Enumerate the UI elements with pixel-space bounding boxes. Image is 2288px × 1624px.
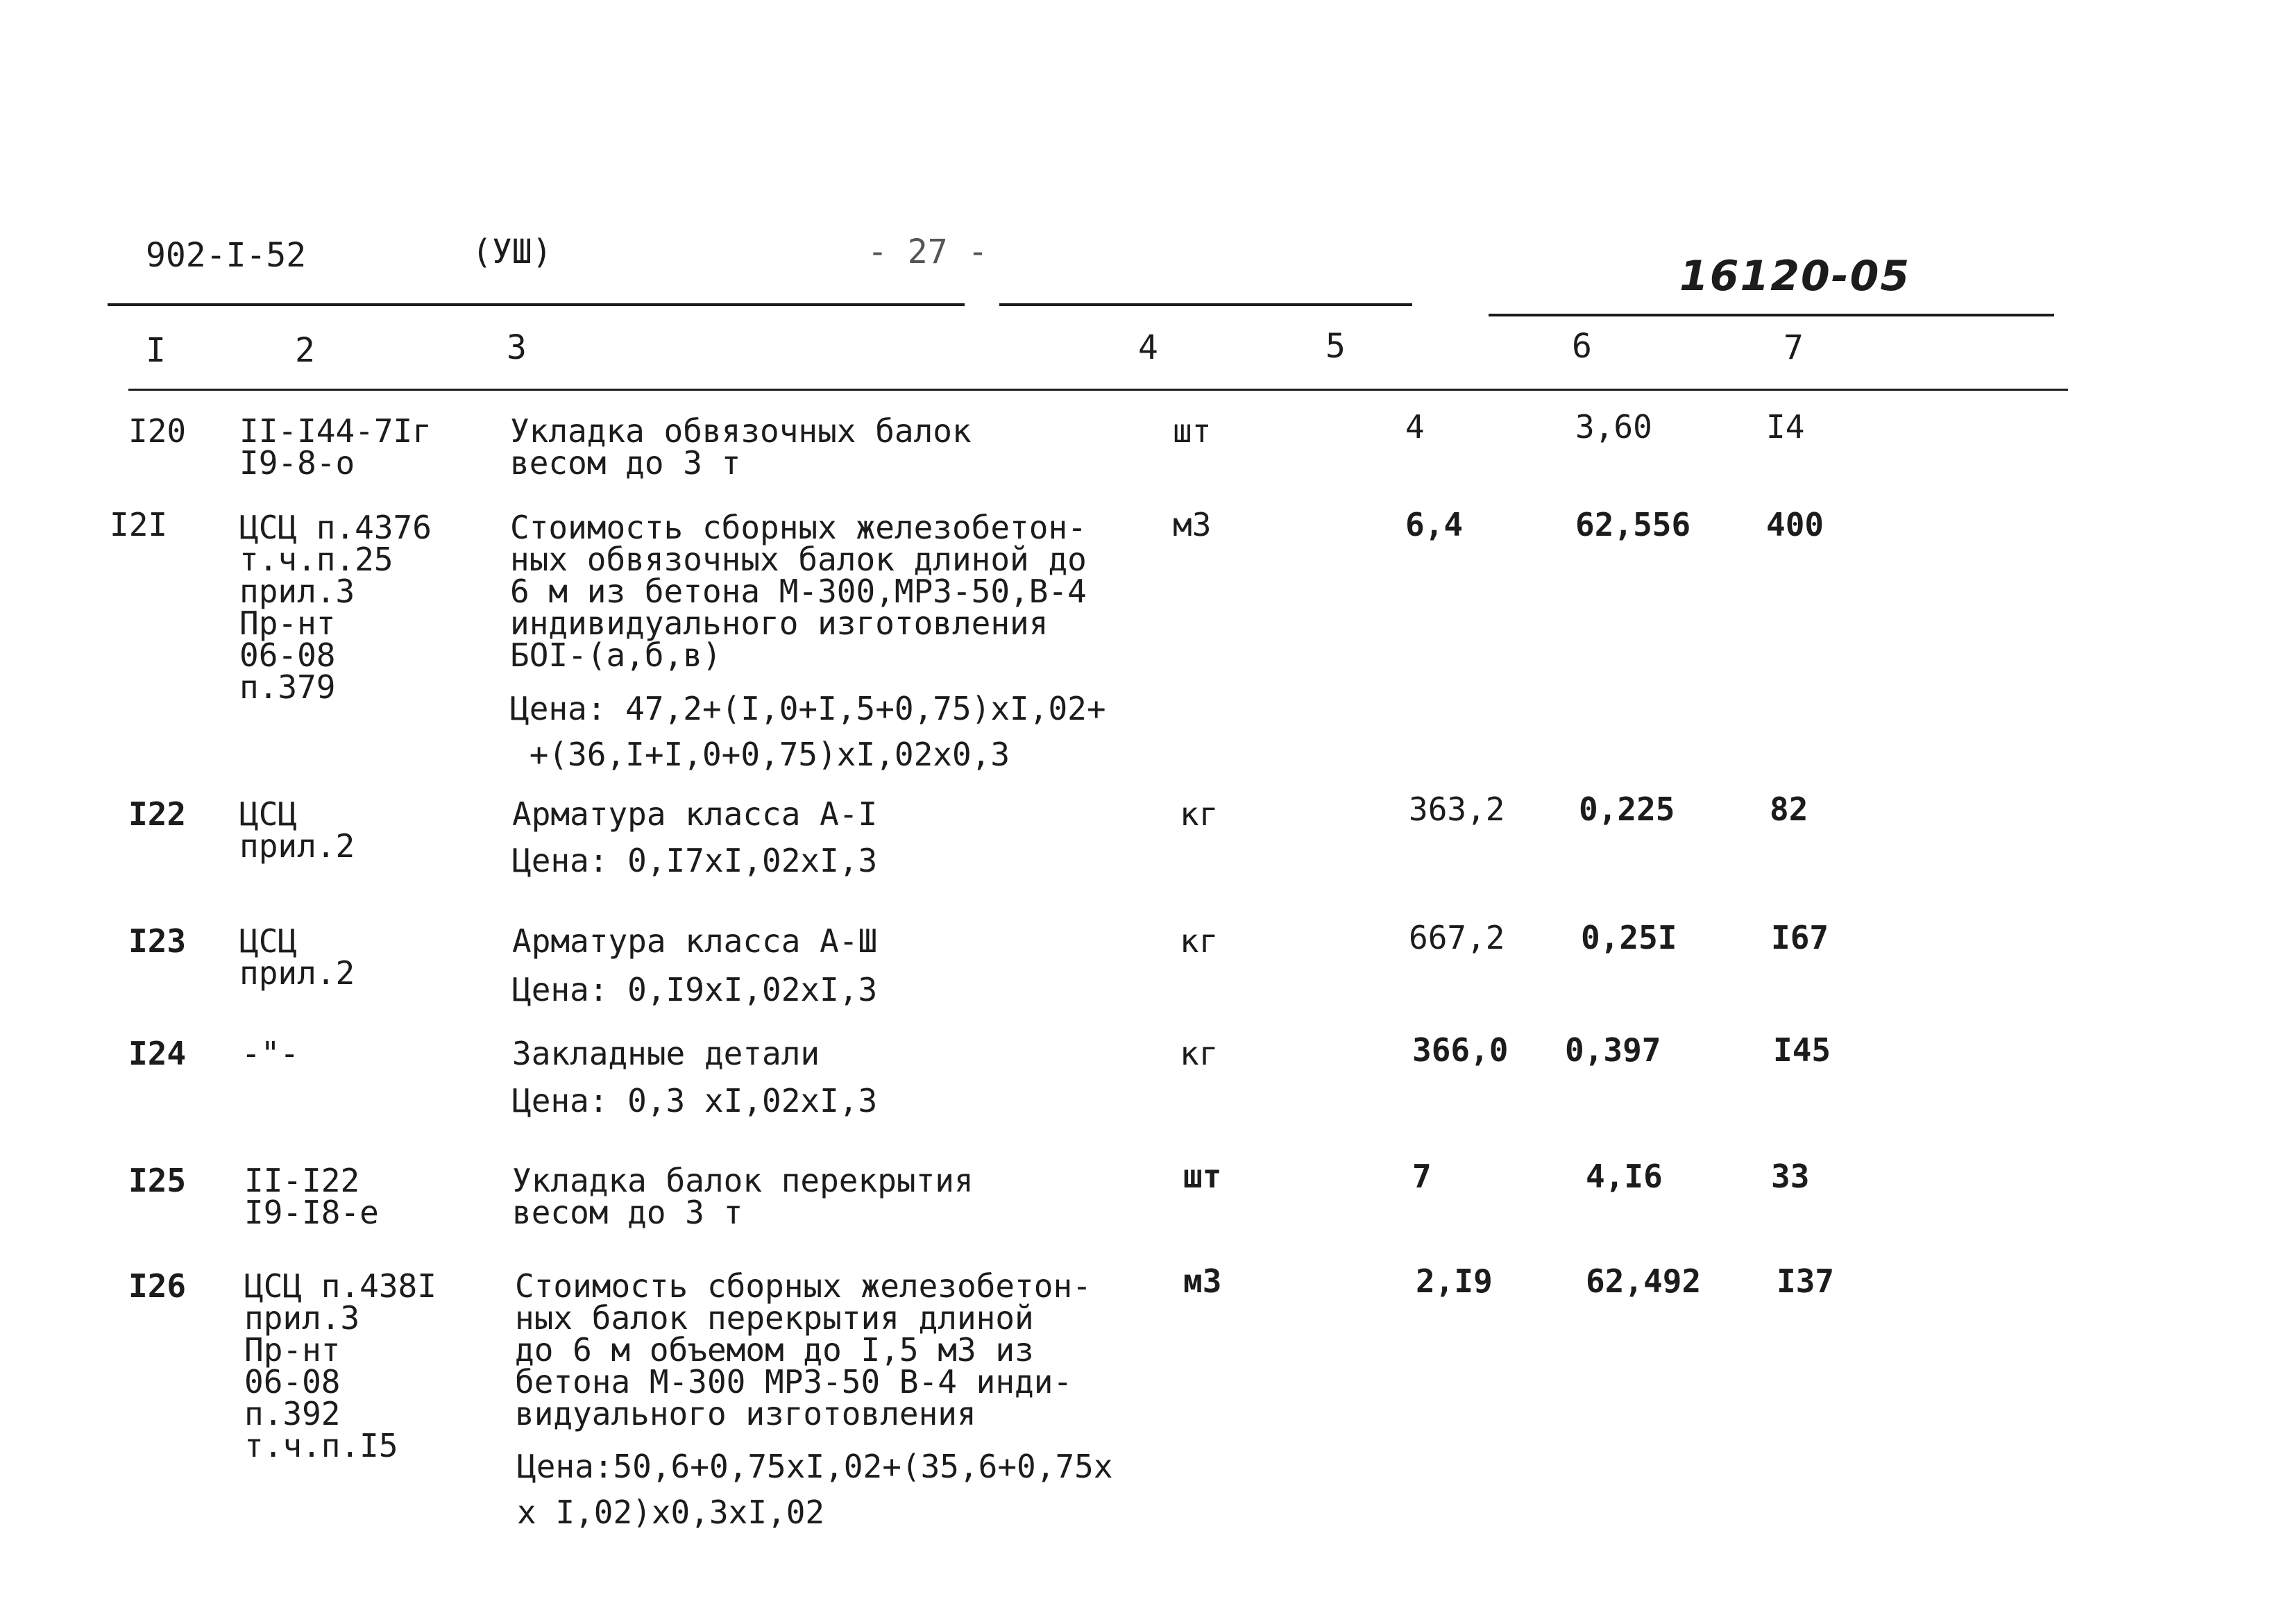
unit-cost: 0,225 [1579, 790, 1675, 828]
work-description: Арматура класса А-I [512, 795, 878, 833]
work-description: Укладка балок перекрытия весом до 3 т [512, 1162, 974, 1231]
quantity: 6,4 [1405, 506, 1464, 543]
row-number: I26 [128, 1267, 187, 1305]
work-description: Стоимость сборных железобетон- ных балок перекрытия длиной до 6 м объемом до I,5 м3 из бетона М-300 МРЗ-50 В-4 инди- видуального изготовления [515, 1267, 1092, 1432]
unit-of-measure: кг [1180, 1035, 1219, 1072]
header-rule-left [108, 303, 965, 306]
row-number: I20 [128, 412, 187, 450]
page-number: - 27 - [867, 232, 988, 271]
column-header-7: 7 [1783, 328, 1804, 367]
price-formula: Цена: 47,2+(I,0+I,5+0,75)хI,02+ +(36,I+I,0+0,75)хI,02х0,3 [510, 690, 1106, 773]
norm-reference: II-I44-7Iг I9-8-о [239, 412, 432, 482]
header-rule-right [1489, 314, 2054, 316]
total-cost: 33 [1771, 1158, 1810, 1195]
archive-stamp-number: 16120-05 [1679, 252, 1911, 301]
unit-of-measure: кг [1180, 795, 1219, 833]
work-description: Укладка обвязочных балок весом до 3 т [510, 412, 972, 482]
quantity: 2,I9 [1416, 1262, 1493, 1300]
column-header-2: 2 [295, 331, 315, 370]
total-cost: I37 [1777, 1262, 1835, 1300]
price-formula: Цена: 0,3 хI,02хI,3 [512, 1082, 878, 1119]
total-cost: 82 [1770, 790, 1808, 828]
quantity: 363,2 [1409, 790, 1505, 828]
work-description: Арматура класса А-Ш [512, 922, 878, 960]
quantity: 7 [1412, 1158, 1432, 1195]
column-header-1: I [146, 331, 166, 370]
unit-cost: 62,492 [1586, 1262, 1702, 1300]
header-rule-middle [999, 303, 1412, 306]
row-number: I24 [128, 1035, 187, 1072]
unit-of-measure: шт [1173, 412, 1212, 450]
document-code: 902-I-52 [146, 236, 307, 275]
unit-cost: 0,397 [1565, 1031, 1661, 1069]
quantity: 4 [1405, 408, 1425, 446]
column-header-3: 3 [507, 328, 527, 367]
work-description: Закладные детали [512, 1035, 820, 1072]
norm-reference: ЦСЦ прил.2 [239, 922, 355, 992]
unit-of-measure: м3 [1183, 1262, 1222, 1300]
unit-cost: 0,25I [1581, 919, 1677, 956]
column-header-6: 6 [1572, 327, 1592, 366]
section-label: (УШ) [472, 232, 552, 271]
unit-cost: 3,60 [1575, 408, 1652, 446]
price-formula: Цена:50,6+0,75хI,02+(35,6+0,75х х I,02)х0,3хI,02 [517, 1448, 1113, 1531]
quantity: 366,0 [1412, 1031, 1509, 1069]
total-cost: I4 [1766, 408, 1805, 446]
column-header-rule [128, 389, 2068, 391]
row-number: I23 [128, 922, 187, 960]
price-formula: Цена: 0,I9хI,02хI,3 [512, 971, 878, 1008]
quantity: 667,2 [1409, 919, 1505, 956]
unit-of-measure: шт [1183, 1158, 1222, 1195]
unit-cost: 62,556 [1575, 506, 1691, 543]
norm-reference: -"- [241, 1035, 300, 1072]
row-number: I22 [128, 795, 187, 833]
column-header-5: 5 [1325, 327, 1346, 366]
row-number: I25 [128, 1162, 187, 1199]
total-cost: 400 [1766, 506, 1824, 543]
total-cost: I67 [1771, 919, 1829, 956]
norm-reference: ЦСЦ прил.2 [239, 795, 355, 865]
norm-reference: II-I22 I9-I8-е [244, 1162, 379, 1231]
total-cost: I45 [1773, 1031, 1831, 1069]
unit-of-measure: м3 [1173, 506, 1212, 543]
norm-reference: ЦСЦ п.4376 т.ч.п.25 прил.3 Пр-нт 06-08 п.379 [239, 509, 432, 706]
unit-cost: 4,I6 [1586, 1158, 1663, 1195]
unit-of-measure: кг [1180, 922, 1219, 960]
work-description: Стоимость сборных железобетон- ных обвязочных балок длиной до 6 м из бетона М-300,МРЗ-50,В-4 индивидуального изготовления БОI-(а,б,в) [510, 509, 1087, 674]
row-number: I2I [110, 506, 168, 543]
norm-reference: ЦСЦ п.438I прил.3 Пр-нт 06-08 п.392 т.ч.п.I5 [244, 1267, 437, 1464]
price-formula: Цена: 0,I7хI,02хI,3 [512, 842, 878, 879]
column-header-4: 4 [1138, 328, 1158, 367]
